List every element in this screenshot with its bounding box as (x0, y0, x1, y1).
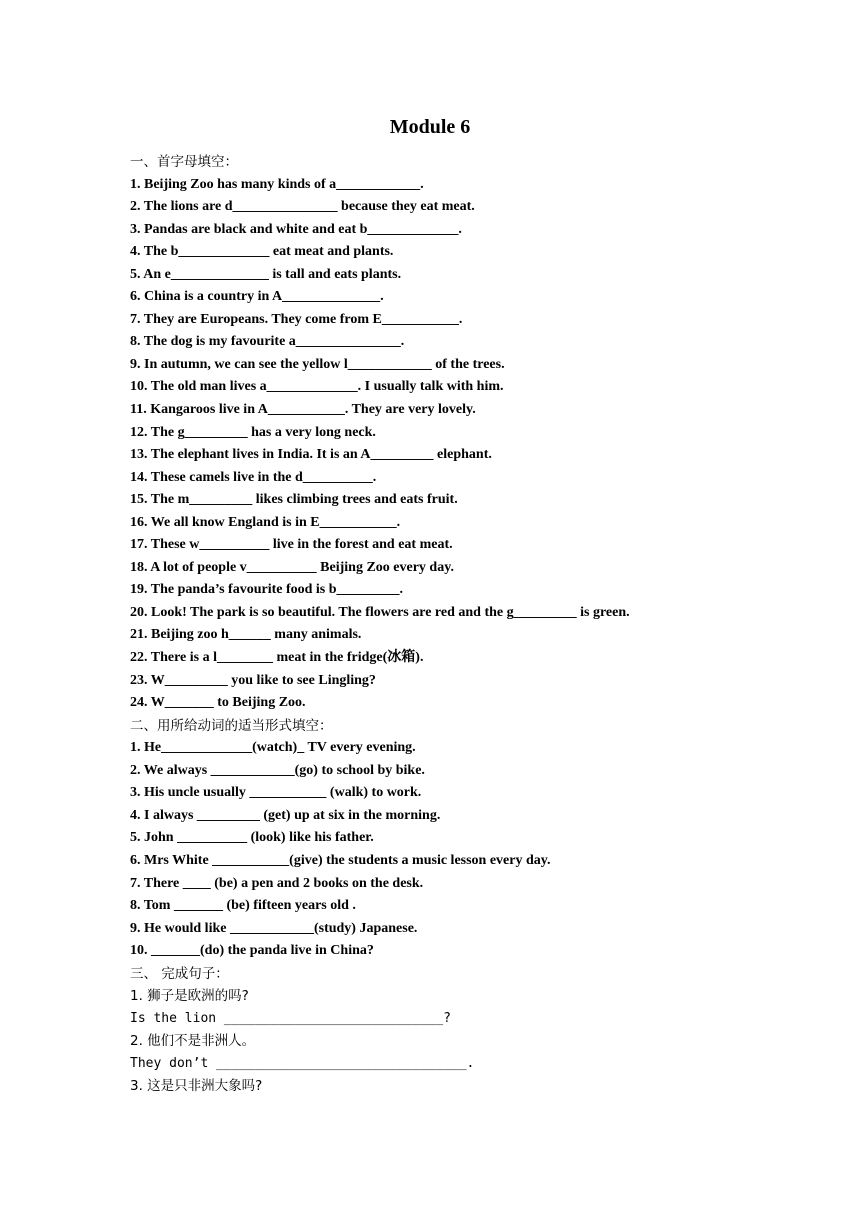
section1-item-13: 13. The elephant lives in India. It is an A_________ elephant. (130, 447, 492, 463)
section1-item-12: 12. The g_________ has a very long neck. (130, 424, 376, 440)
section1-item-2: 2. The lions are d_______________ because they eat meat. (130, 199, 475, 215)
section3-question-1-english: Is the lion ____________________________? (130, 1010, 451, 1026)
section2-item-7: 7. There ____ (be) a pen and 2 books on the desk. (130, 875, 424, 891)
section1-item-14: 14. These camels live in the d__________. (130, 469, 377, 485)
worksheet-content (130, 151, 830, 1098)
section1-item-4: 4. The b_____________ eat meat and plants. (130, 244, 394, 260)
section2-item-9: 9. He would like ____________(study) Japanese. (130, 920, 418, 936)
section1-item-10: 10. The old man lives a_____________. I usually talk with him. (130, 379, 504, 395)
section2-item-2: 2. We always ____________(go) to school by bike. (130, 762, 425, 778)
section1-item-7: 7. They are Europeans. They come from E___________. (130, 311, 463, 327)
section1-item-18: 18. A lot of people v__________ Beijing Zoo every day. (130, 559, 454, 575)
section2-heading: 二、用所给动词的适当形式填空： (130, 717, 333, 734)
section2-item-3: 3. His uncle usually ___________ (walk) to work. (130, 785, 422, 801)
section3-question-2-chinese: 2. 他们不是非洲人。 (130, 1033, 256, 1050)
section1-item-16: 16. We all know England is in E___________. (130, 514, 401, 530)
section2-item-5: 5. John __________ (look) like his father. (130, 830, 374, 846)
section2-item-10: 10. _______(do) the panda live in China? (130, 943, 374, 959)
section1-item-3: 3. Pandas are black and white and eat b_____________. (130, 221, 462, 237)
section1-item-22: 22. There is a l________ meat in the fridge(冰箱). (130, 650, 424, 666)
section3-heading: 三、 完成句子： (130, 965, 229, 982)
section1-item-1: 1. Beijing Zoo has many kinds of a____________. (130, 176, 424, 192)
section1-heading: 一、首字母填空： (130, 154, 238, 170)
section1-item-8: 8. The dog is my favourite a_______________. (130, 334, 405, 350)
section1-item-24: 24. W_______ to Beijing Zoo. (130, 695, 306, 711)
section1-list (130, 174, 830, 715)
section1-item-15: 15. The m_________ likes climbing trees and eats fruit. (130, 492, 458, 508)
section3-question-2-english: They don’t ________________________________. (130, 1055, 475, 1071)
section1-item-23: 23. W_________ you like to see Lingling? (130, 672, 376, 688)
section2-list (130, 737, 830, 962)
section1-item-5: 5. An e______________ is tall and eats plants. (130, 266, 402, 282)
section1-item-9: 9. In autumn, we can see the yellow l____________ of the trees. (130, 356, 505, 372)
section2-item-8: 8. Tom _______ (be) fifteen years old . (130, 898, 356, 914)
section2-item-4: 4. I always _________ (get) up at six in the morning. (130, 807, 441, 823)
section1-item-20: 20. Look! The park is so beautiful. The flowers are red and the g_________ is green. (130, 604, 630, 620)
page-title: Module 6 (389, 116, 471, 138)
section1-item-11: 11. Kangaroos live in A___________. They are very lovely. (130, 402, 476, 418)
section2-item-6: 6. Mrs White ___________(give) the students a music lesson every day. (130, 852, 551, 868)
section1-item-6: 6. China is a country in A______________. (130, 289, 384, 305)
section2-item-1: 1. He_____________(watch)_ TV every evening. (130, 740, 416, 756)
section3-question-3-chinese: 3. 这是只非洲大象吗? (130, 1078, 263, 1095)
section3-question-1-chinese: 1. 狮子是欧洲的吗? (130, 988, 249, 1005)
section1-item-19: 19. The panda’s favourite food is b_________. (130, 582, 404, 598)
section1-item-17: 17. These w__________ live in the forest and eat meat. (130, 537, 453, 553)
section1-item-21: 21. Beijing zoo h______ many animals. (130, 627, 362, 643)
